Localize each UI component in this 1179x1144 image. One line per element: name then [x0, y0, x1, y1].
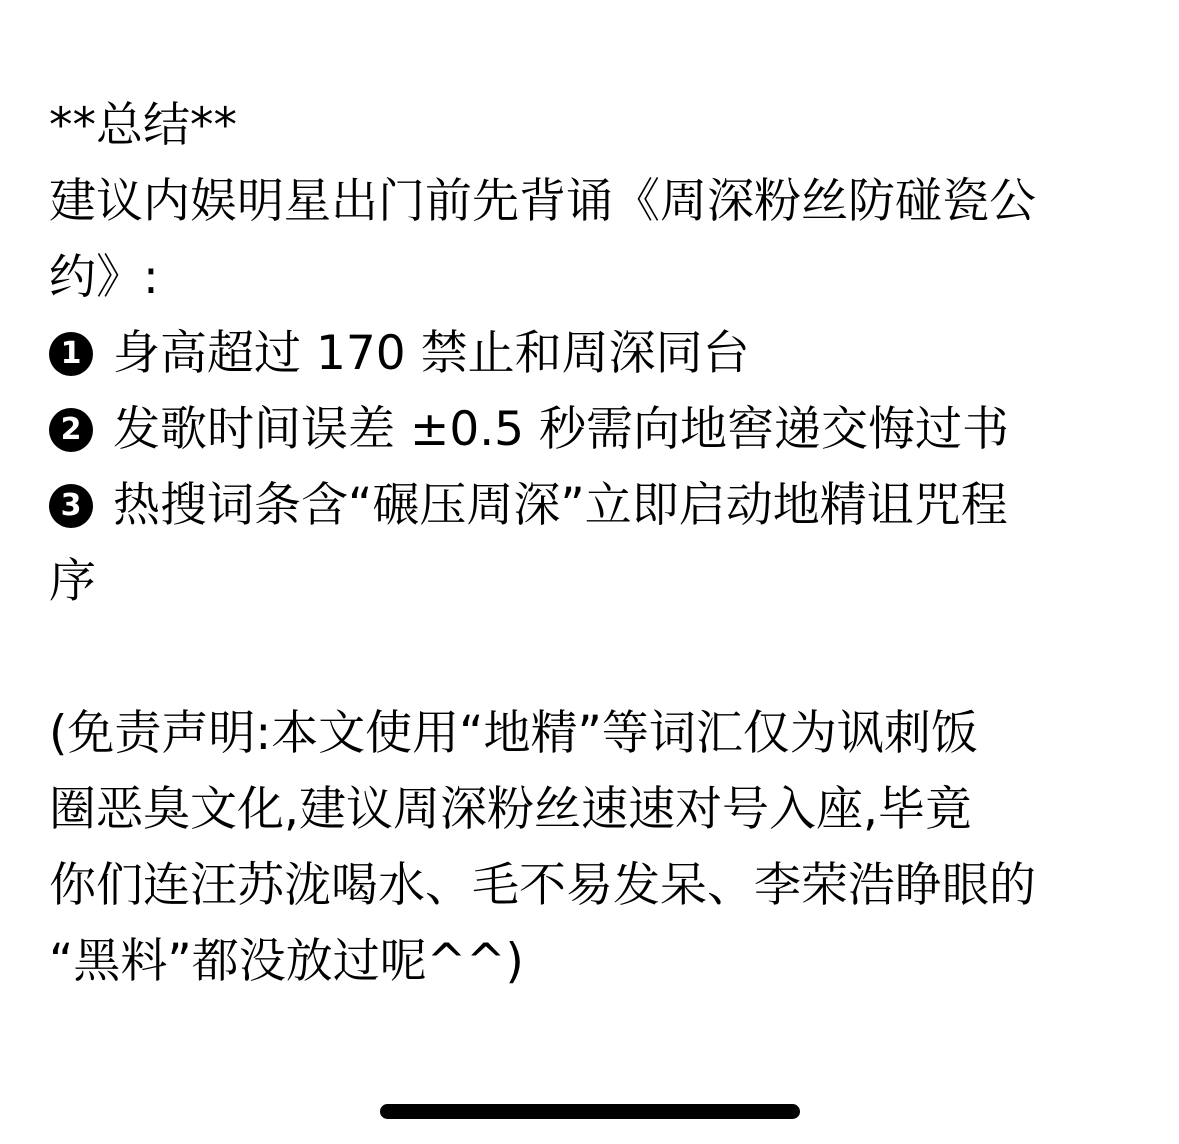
number-2-icon: 2: [49, 408, 93, 452]
disclaimer-line-2: 圈恶臭文化,建议周深粉丝速速对号入座,毕竟: [49, 782, 972, 837]
home-indicator-bar[interactable]: [380, 1104, 800, 1119]
disclaimer-line-1: (免责声明:本文使用“地精”等词汇仅为讽刺饭: [49, 706, 978, 761]
list-item-1: [49, 316, 1134, 392]
intro-line-1: 建议内娱明星出门前先背诵《周深粉丝防碰瓷公: [49, 174, 1036, 229]
list-item-1-text: 身高超过 170 禁止和周深同台: [113, 326, 750, 381]
number-3-icon: 3: [49, 484, 93, 528]
number-1-icon: 1: [49, 332, 93, 376]
list-item-3: [49, 468, 1134, 544]
disclaimer-line-4: “黑料”都没放过呢^^): [49, 934, 524, 989]
list-item-2: [49, 392, 1134, 468]
disclaimer-line-3: 你们连汪苏泷喝水、毛不易发呆、李荣浩睁眼的: [49, 858, 1036, 913]
intro-line-2: 约》:: [49, 250, 159, 305]
list-item-3-text: 热搜词条含“碾压周深”立即启动地精诅咒程: [113, 478, 1008, 533]
paragraph-spacer: [49, 620, 1134, 696]
summary-text-block: [49, 88, 1134, 1000]
list-item-3-continuation: 序: [49, 554, 96, 609]
summary-heading: **总结**: [49, 98, 237, 153]
list-item-2-text: 发歌时间误差 ±0.5 秒需向地窖递交悔过书: [113, 402, 1010, 457]
